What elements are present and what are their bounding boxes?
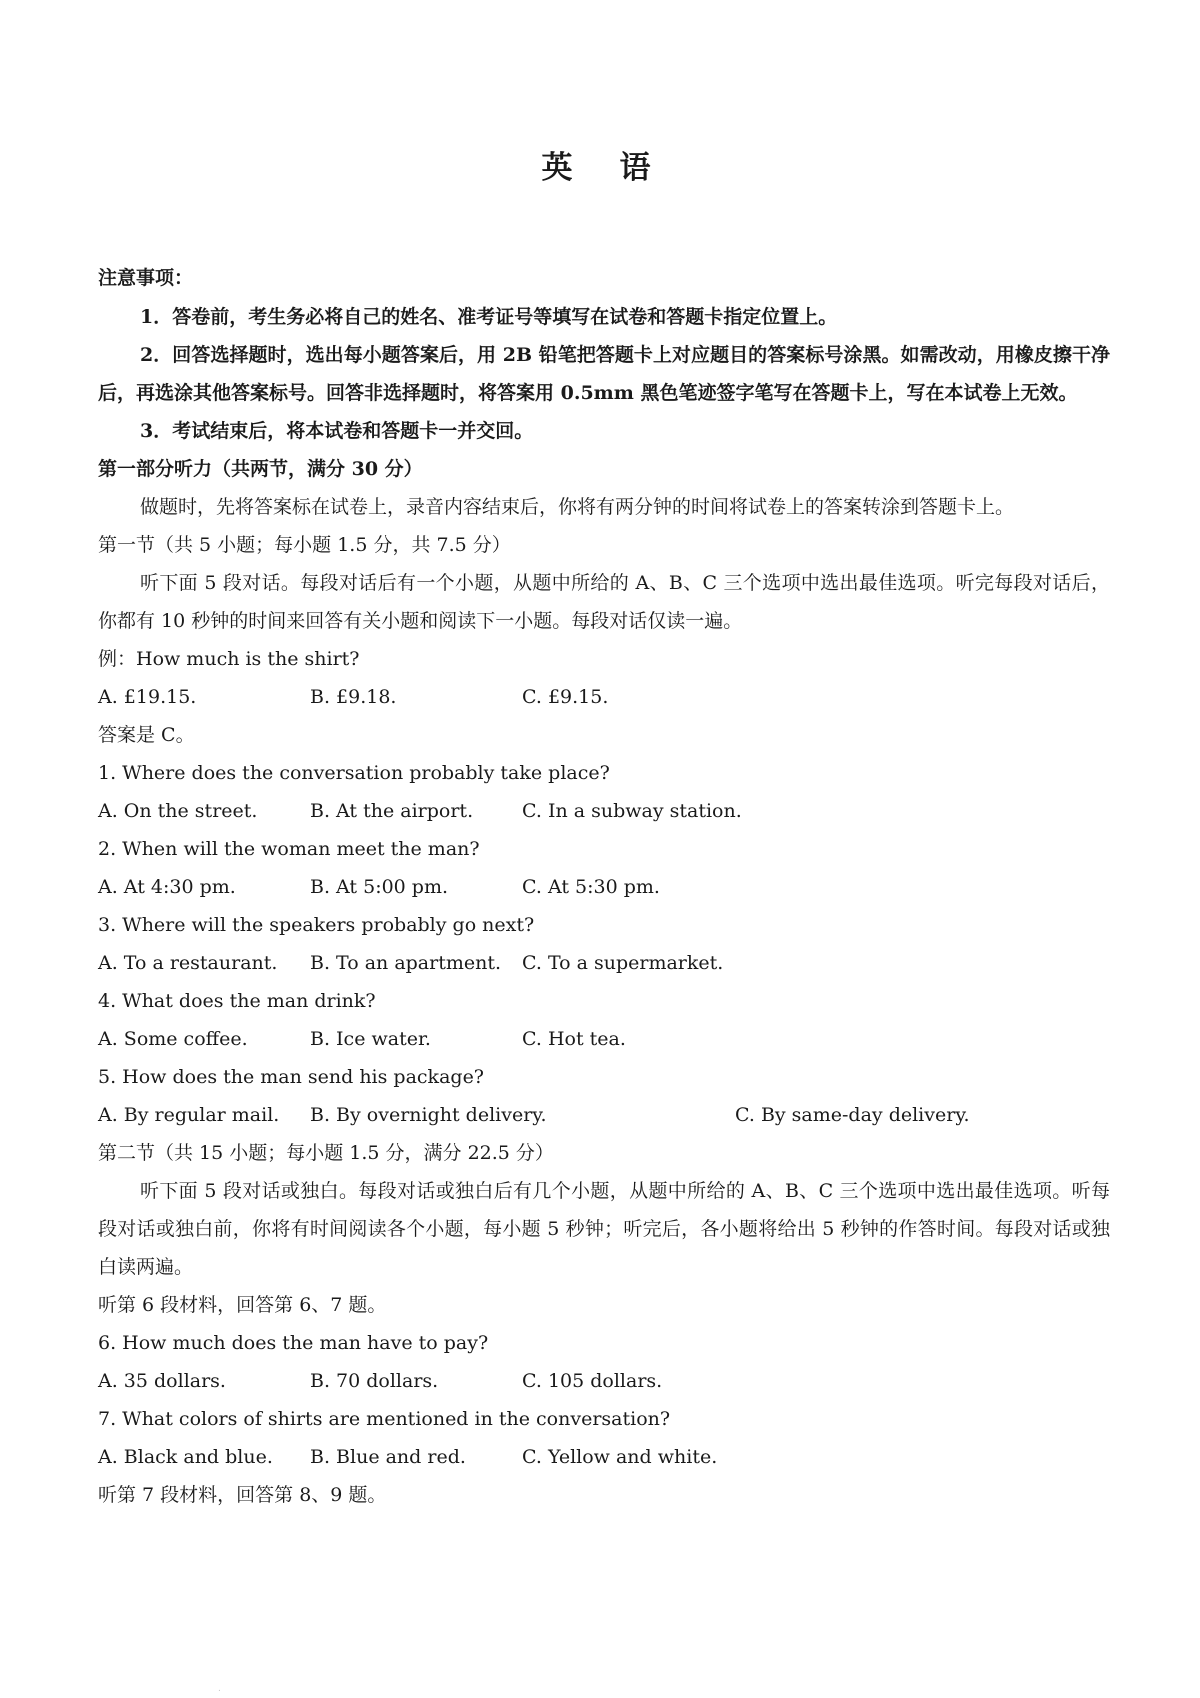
footer-mark: . — [218, 1684, 221, 1694]
section2-heading: 第二节（共 15 小题；每小题 1.5 分，满分 22.5 分） — [98, 1142, 554, 1164]
question-5-options — [98, 1096, 1110, 1134]
question-6-option-c: C. 105 dollars. — [522, 1370, 663, 1392]
question-6: 6. How much does the man have to pay? — [98, 1332, 489, 1354]
example-option-c: C. £9.15. — [522, 686, 609, 708]
example-option-b: B. £9.18. — [310, 686, 397, 708]
section1-heading: 第一节（共 5 小题；每小题 1.5 分，共 7.5 分） — [98, 534, 511, 556]
question-3-option-a: A. To a restaurant. — [98, 952, 278, 974]
question-3-option-b: B. To an apartment. — [310, 952, 502, 974]
section2-instruction: 听下面 5 段对话或独白。每段对话或独白后有几个小题，从题中所给的 A、B、C 三个选项中选出最佳选项。听每段对话或独白前，你将有时间阅读各个小题，每小题 5 秒钟；听完后，各小题将给出 5 秒钟的作答时间。每段对话或独白读两遍。 — [98, 1180, 1110, 1278]
exam-content — [98, 298, 1110, 1514]
question-4-option-b: B. Ice water. — [310, 1028, 431, 1050]
question-1: 1. Where does the conversation probably take place? — [98, 762, 610, 784]
question-3-options — [98, 944, 1110, 982]
question-3: 3. Where will the speakers probably go next? — [98, 914, 535, 936]
section1-instruction: 听下面 5 段对话。每段对话后有一个小题，从题中所给的 A、B、C 三个选项中选出最佳选项。听完每段对话后，你都有 10 秒钟的时间来回答有关小题和阅读下一小题。每段对话仅读一遍。 — [98, 572, 1110, 632]
notice-heading: 注意事项： — [98, 267, 194, 289]
question-4-options — [98, 1020, 1110, 1058]
question-4-option-a: A. Some coffee. — [98, 1028, 248, 1050]
question-4-option-c: C. Hot tea. — [522, 1028, 626, 1050]
material-7-heading: 听第 7 段材料，回答第 8、9 题。 — [98, 1484, 387, 1506]
part1-instruction: 做题时，先将答案标在试卷上，录音内容结束后，你将有两分钟的时间将试卷上的答案转涂到答题卡上。 — [140, 496, 1015, 518]
question-2-option-a: A. At 4:30 pm. — [98, 876, 236, 898]
question-1-option-a: A. On the street. — [98, 800, 258, 822]
notice-item-2: 2．回答选择题时，选出每小题答案后，用 2B 铅笔把答题卡上对应题目的答案标号涂黑。如需改动，用橡皮擦干净后，再选涂其他答案标号。回答非选择题时，将答案用 0.5mm 黑色笔迹签字笔写在答题卡上，写在本试卷上无效。 — [98, 344, 1110, 404]
question-7-option-c: C. Yellow and white. — [522, 1446, 718, 1468]
question-2-option-c: C. At 5:30 pm. — [522, 876, 660, 898]
notice-item-3: 3．考试结束后，将本试卷和答题卡一并交回。 — [140, 420, 534, 442]
example-question: 例：How much is the shirt? — [98, 648, 360, 670]
question-4: 4. What does the man drink? — [98, 990, 376, 1012]
question-7-option-a: A. Black and blue. — [98, 1446, 273, 1468]
question-7: 7. What colors of shirts are mentioned in the conversation? — [98, 1408, 671, 1430]
question-2: 2. When will the woman meet the man? — [98, 838, 480, 860]
question-6-option-a: A. 35 dollars. — [98, 1370, 226, 1392]
page-title: 英 语 — [541, 150, 659, 186]
question-1-option-b: B. At the airport. — [310, 800, 474, 822]
question-1-option-c: C. In a subway station. — [522, 800, 742, 822]
question-5-option-a: A. By regular mail. — [98, 1104, 280, 1126]
material-6-heading: 听第 6 段材料，回答第 6、7 题。 — [98, 1294, 387, 1316]
question-5-option-b: B. By overnight delivery. — [310, 1104, 547, 1126]
notice-item-1: 1．答卷前，考生务必将自己的姓名、准考证号等填写在试卷和答题卡指定位置上。 — [140, 306, 838, 328]
question-5: 5. How does the man send his package? — [98, 1066, 484, 1088]
question-6-option-b: B. 70 dollars. — [310, 1370, 439, 1392]
example-option-a: A. £19.15. — [98, 686, 197, 708]
question-7-option-b: B. Blue and red. — [310, 1446, 466, 1468]
part1-heading: 第一部分听力（共两节，满分 30 分） — [98, 458, 423, 480]
example-options — [98, 678, 1110, 716]
question-3-option-c: C. To a supermarket. — [522, 952, 724, 974]
question-7-options — [98, 1438, 1110, 1476]
question-2-options — [98, 868, 1110, 906]
question-6-options — [98, 1362, 1110, 1400]
question-1-options — [98, 792, 1110, 830]
question-5-option-c: C. By same-day delivery. — [735, 1104, 970, 1126]
question-2-option-b: B. At 5:00 pm. — [310, 876, 449, 898]
example-answer: 答案是 C。 — [98, 724, 195, 746]
